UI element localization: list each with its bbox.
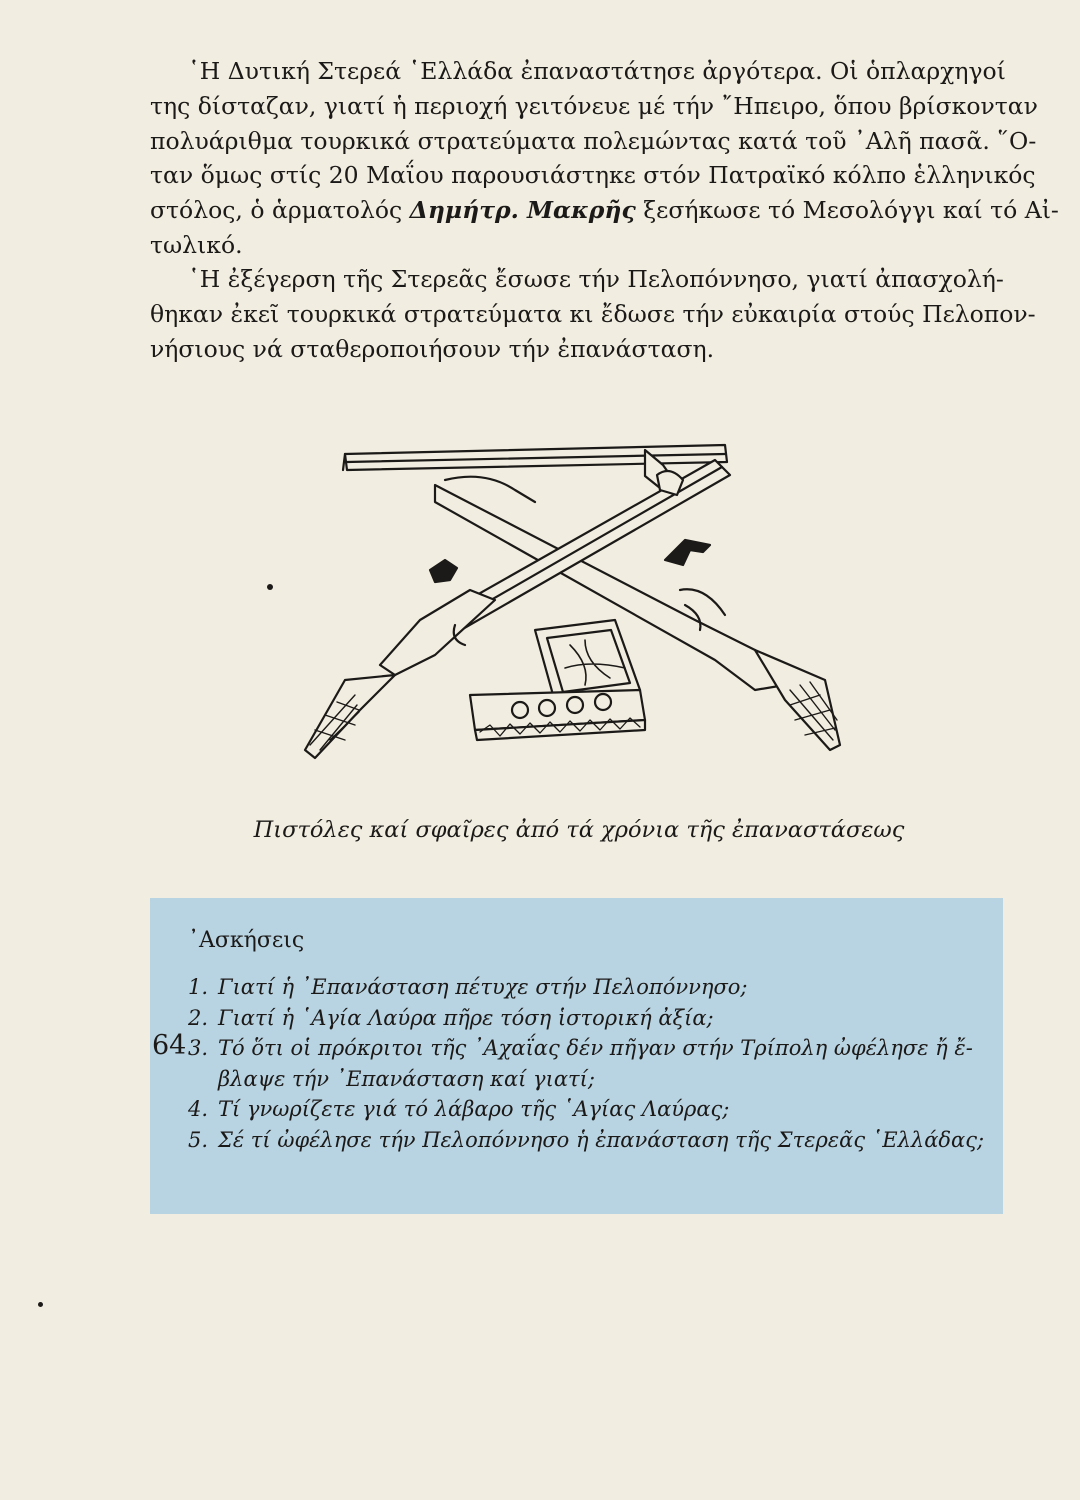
paragraph-west-sterea: [150, 54, 1059, 263]
ink-speck: [38, 1302, 43, 1307]
page-number: 64: [152, 1030, 187, 1061]
text-line: πολυάριθμα τουρκικά στρατεύματα πολεμώντας κατά τοῦ ᾿Αλῆ πασᾶ. ῞Ο-: [150, 126, 1037, 155]
paragraph-uprising-effect: [150, 262, 1036, 366]
text-line: θηκαν ἐκεῖ τουρκικά στρατεύματα κι ἔδωσε τήν εὐκαιρία στούς Πελοπον-: [150, 299, 1036, 328]
exercise-number: 2.: [188, 1005, 209, 1030]
text-line: [150, 193, 1059, 228]
exercise-text: Γιατί ἡ ᾿Επανάσταση πέτυχε στήν Πελοπόννησο;: [218, 975, 748, 999]
text-fragment: στόλος, ὁ ἁρματολός: [150, 196, 410, 225]
pistols-illustration: [285, 440, 875, 785]
person-name: Δημήτρ. Μακρῆς: [409, 196, 636, 225]
exercise-number: 5.: [188, 1127, 209, 1152]
exercise-number: 3.: [188, 1036, 209, 1060]
exercise-text: Σέ τί ὠφέλησε τήν Πελοπόννησο ἡ ἐπανάσταση τῆς Στερεᾶς ῾Ελλάδας;: [218, 1127, 985, 1152]
text-fragment: ξεσήκωσε τό Μεσολόγγι καί τό Αἰ-: [635, 196, 1059, 225]
exercise-item: [188, 1033, 988, 1094]
text-line: της δίσταζαν, γιατί ἡ περιοχή γειτόνευε μέ τήν ῎Ηπειρο, ὅπου βρίσκονταν: [150, 91, 1038, 120]
exercise-text-continuation: βλαψε τήν ᾿Επανάσταση καί γιατί;: [218, 1066, 595, 1091]
exercises-title: ᾿Ασκήσεις: [188, 928, 305, 953]
ink-speck: [267, 584, 273, 590]
ammunition-box: [470, 620, 645, 740]
exercise-text: Τί γνωρίζετε γιά τό λάβαρο τῆς ῾Αγίας Λαύρας;: [218, 1097, 730, 1121]
exercise-item: [188, 1094, 988, 1125]
text-line: ταν ὅμως στίς 20 Μαΐου παρουσιάστηκε στόν Πατραϊκό κόλπο ἑλληνικός: [150, 161, 1036, 190]
exercise-number: 4.: [188, 1097, 209, 1121]
exercise-list: [188, 972, 988, 1155]
exercise-text: Τό ὅτι οἱ πρόκριτοι τῆς ᾿Αχαΐας δέν πῆγαν στήν Τρίπολη ὠφέλησε ἤ ἔ-: [218, 1036, 973, 1060]
text-line: ῾Η ἐξέγερση τῆς Στερεᾶς ἔσωσε τήν Πελοπόννησο, γιατί ἀπασχολή-: [188, 265, 1004, 293]
exercise-number: 1.: [188, 975, 209, 999]
exercise-item: [188, 972, 988, 1003]
figure-caption: Πιστόλες καί σφαῖρες ἀπό τά χρόνια τῆς ἐπαναστάσεως: [253, 817, 905, 843]
exercises-box: [150, 898, 1003, 1214]
text-line: ῾Η Δυτική Στερεά ῾Ελλάδα ἐπαναστάτησε ἀργότερα. Οἱ ὁπλαρχηγοί: [188, 57, 1006, 85]
text-line: τωλικό.: [150, 230, 243, 259]
exercise-item: [188, 1003, 988, 1034]
exercise-text: Γιατί ἡ ῾Αγία Λαύρα πῆρε τόση ἱστορική ἀξία;: [218, 1005, 714, 1030]
text-line: νήσιους νά σταθεροποιήσουν τήν ἐπανάσταση.: [150, 334, 715, 363]
exercise-item: [188, 1125, 988, 1156]
